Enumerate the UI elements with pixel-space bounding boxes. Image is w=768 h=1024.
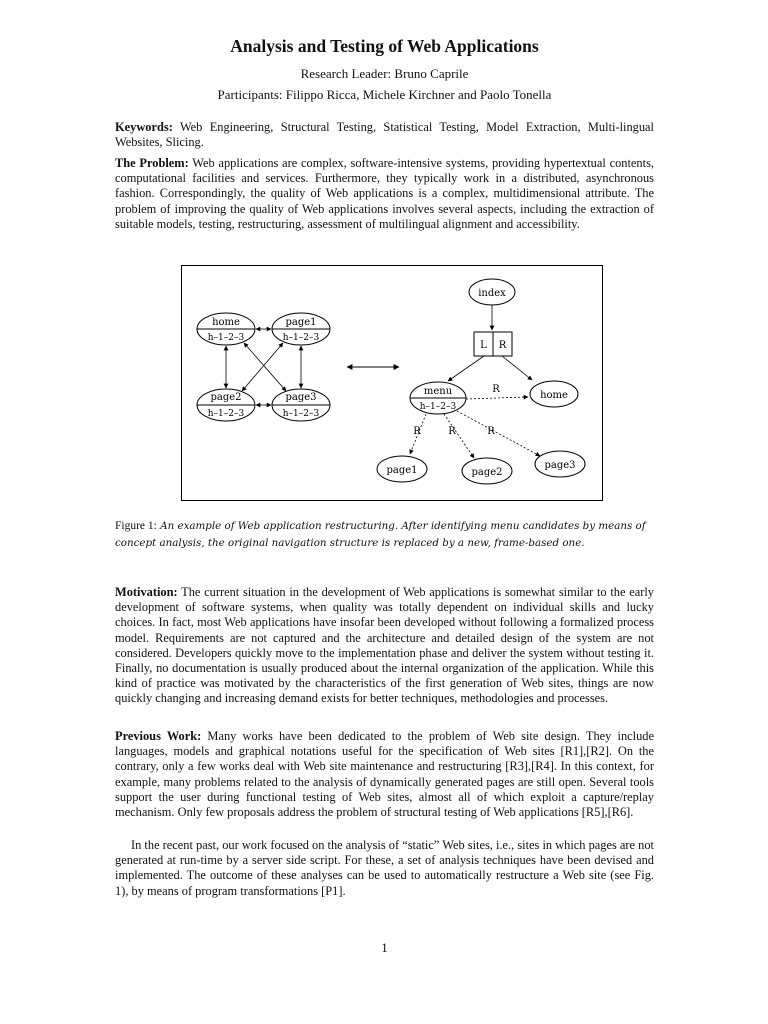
caption-label: Figure 1: xyxy=(115,520,157,532)
edge-label-page2: R xyxy=(448,426,456,437)
left-page3-sub: h–1–2–3 xyxy=(282,409,320,419)
edge-label-page1: R xyxy=(413,426,421,437)
left-page3-label: page3 xyxy=(285,392,317,403)
edge-label-page3: R xyxy=(487,426,495,437)
left-node-page2 xyxy=(197,389,255,421)
right-node-page2 xyxy=(462,458,512,484)
right-page1-label: page1 xyxy=(386,465,418,476)
page-number: 1 xyxy=(381,940,388,955)
right-node-index xyxy=(469,279,515,305)
paper-title: Analysis and Testing of Web Applications xyxy=(230,36,539,56)
motivation-paragraph xyxy=(115,585,654,707)
research-leader: Research Leader: Bruno Caprile xyxy=(300,66,469,81)
frame-l-label: L xyxy=(480,340,487,351)
keywords-text: Web Engineering, Structural Testing, Statistical Testing, Model Extraction, Multi-lingual Websites, Slicing. xyxy=(115,120,654,150)
left-page1-label: page1 xyxy=(285,317,317,328)
motivation-text: The current situation in the development of Web applications is somewhat similar to the early development of software systems, when quality was totally dependent on individual skills and lucky choices. In fact, most Web applications have insofar been developed without following a formalized process model. Requirements are not captured and the architecture and detailed design of the system are not considered. Developers quickly move to the implementation phase and deliver the system without testing it. Finally, no documentation is usually produced about the internal organization of the application. While this kind of practice was motivated by the characteristics of the first generation of Web sites, things are now quickly changing and increasing demand exists for better techniques, methodologies and processes. xyxy=(115,585,654,706)
restructuring-diagram xyxy=(182,266,602,500)
right-index-label: index xyxy=(478,288,506,299)
left-node-page3 xyxy=(272,389,330,421)
right-node-menu xyxy=(410,382,466,414)
left-home-sub: h–1–2–3 xyxy=(207,333,245,343)
right-page3-label: page3 xyxy=(544,460,576,471)
problem-text: Web applications are complex, software-intensive systems, providing hypertextual contents, computational facilities and services. Furthermore, they typically work in a distributed, asynchronous fashion. Correspondingly, the quality of Web applications is a complex, multidimensional attribute. The problem of improving the quality of Web applications involves several aspects, including the extraction of suitable models, testing, restructuring, assessment of multilingual alignment and accessibility. xyxy=(115,156,654,231)
right-frame-box xyxy=(474,332,512,356)
caption-text: An example of Web application restructuring. After identifying menu candidates by means of concept analysis, the original navigation structure is replaced by a new, frame-based one. xyxy=(115,520,646,549)
left-node-home xyxy=(197,313,255,345)
previous-work-text: Many works have been dedicated to the problem of Web site design. They include languages, models and graphical notations useful for the specification of Web sites [R1],[R2]. On the contrary, only a few works deal with Web site maintenance and restructuring [R3],[R4]. In this context, for example, many problems related to the analysis of dynamically generated pages are still open. Several tools support the user during functional testing of Web sites, almost all of which exploit a capture/replay mechanism. Only few proposals address the problem of structural testing of Web applications [R5],[R6]. xyxy=(115,729,655,820)
left-page2-label: page2 xyxy=(210,392,242,403)
right-home-label: home xyxy=(540,390,568,401)
left-node-page1 xyxy=(272,313,330,345)
edge-label-home: R xyxy=(492,384,500,395)
motivation-label: Motivation: xyxy=(115,585,178,599)
left-home-label: home xyxy=(212,317,240,328)
right-menu-sub: h–1–2–3 xyxy=(419,402,457,412)
previous-work-paragraph xyxy=(115,729,654,820)
problem-label: The Problem: xyxy=(115,156,189,170)
left-page1-sub: h–1–2–3 xyxy=(282,333,320,343)
problem-paragraph xyxy=(115,156,654,232)
previous-work-paragraph-2: In the recent past, our work focused on the analysis of “static” Web sites, i.e., sites in which pages are not generated at run-time by a server side script. For these, a set of analysis techniques have been devised and implemented. The outcome of these analyses can be used to automatically restructure a Web site (see Fig. 1), by means of program transformations [P1]. xyxy=(115,838,654,898)
left-page2-sub: h–1–2–3 xyxy=(207,409,245,419)
right-menu-label: menu xyxy=(423,386,453,397)
keywords-paragraph xyxy=(115,120,654,150)
participants: Participants: Filippo Ricca, Michele Kirchner and Paolo Tonella xyxy=(217,87,552,102)
previous-work-label: Previous Work: xyxy=(115,729,202,743)
right-node-page3 xyxy=(535,451,585,477)
right-page2-label: page2 xyxy=(471,467,503,478)
figure-1 xyxy=(181,265,603,501)
keywords-label: Keywords: xyxy=(115,120,173,134)
frame-r-label: R xyxy=(498,340,507,351)
right-node-page1 xyxy=(377,456,427,482)
figure-caption xyxy=(115,518,654,552)
right-node-home xyxy=(530,381,578,407)
